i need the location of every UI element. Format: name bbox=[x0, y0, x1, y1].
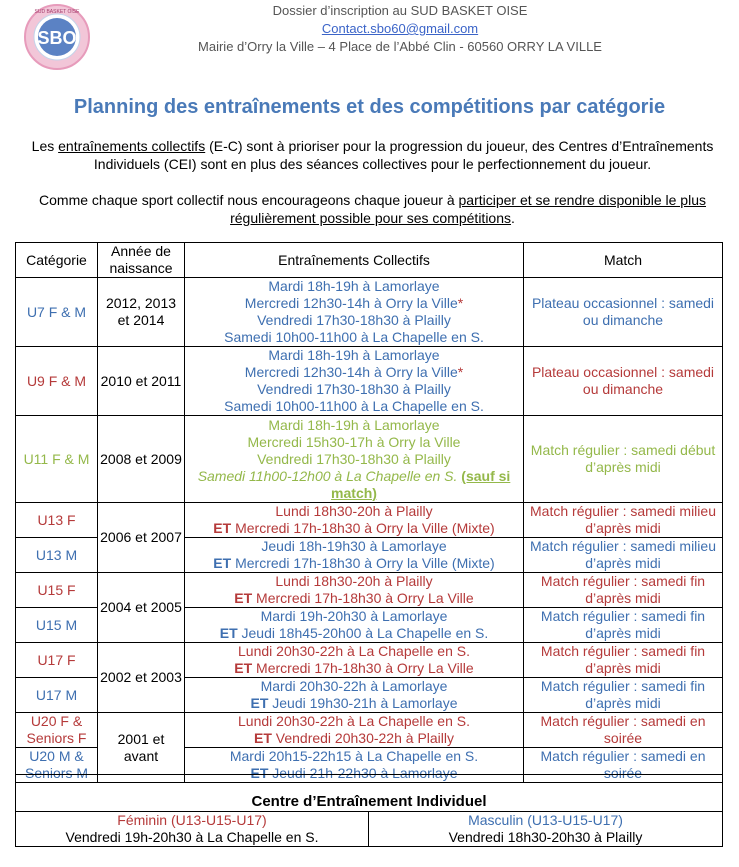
match-u13f: Match régulier : samedi milieu d’après midi bbox=[524, 503, 723, 538]
training-u15f: Lundi 18h30-20h à Plailly ET Mercredi 17h-18h30 à Orry La Ville bbox=[185, 573, 524, 608]
header-category: Catégorie bbox=[16, 243, 98, 278]
match-u7: Plateau occasionnel : samedi ou dimanche bbox=[524, 278, 723, 347]
category-u13f: U13 F bbox=[16, 503, 98, 538]
match-u13m: Match régulier : samedi milieu d’après midi bbox=[524, 538, 723, 573]
year-u20: 2001 et avant bbox=[98, 713, 185, 783]
header-birth-year: Année de naissance bbox=[98, 243, 185, 278]
cei-masculin-time: Vendredi 18h30-20h30 à Plailly bbox=[448, 829, 643, 845]
cei-feminin bbox=[16, 812, 369, 847]
club-logo bbox=[22, 2, 92, 72]
category-u20f: U20 F & Seniors F bbox=[16, 713, 98, 748]
logo-text: SBO bbox=[37, 28, 77, 48]
year-u11: 2008 et 2009 bbox=[98, 416, 185, 503]
training-u11: Mardi 18h-19h à Lamorlaye Mercredi 15h30-17h à Orry la Ville Vendredi 17h30-18h30 à Plailly Samedi 11h00-12h00 à La Chapelle en S. (sauf si match) bbox=[185, 416, 524, 503]
intro-paragraph-1: Les entraînements collectifs (E-C) sont à prioriser pour la progression du joueur, des Centres d’Entraînements Individuels (CEI) sont en plus des séances collectives pour le perfectionnement du joueur. bbox=[31, 138, 714, 172]
header-match: Match bbox=[524, 243, 723, 278]
year-u9: 2010 et 2011 bbox=[98, 347, 185, 416]
contact-email-link[interactable]: Contact.sbo60@gmail.com bbox=[321, 21, 479, 36]
training-u20f: Lundi 20h30-22h à La Chapelle en S. ET Vendredi 20h30-22h à Plailly bbox=[185, 713, 524, 748]
year-u17: 2002 et 2003 bbox=[98, 643, 185, 713]
year-u7: 2012, 2013 et 2014 bbox=[98, 278, 185, 347]
match-u15f: Match régulier : samedi fin d’après midi bbox=[524, 573, 723, 608]
address-line: Mairie d’Orry la Ville – 4 Place de l’Abbé Clin - 60560 ORRY LA VILLE bbox=[198, 39, 602, 54]
table-row-u15f bbox=[16, 573, 723, 608]
table-row-u17f bbox=[16, 643, 723, 678]
match-u15m: Match régulier : samedi fin d’après midi bbox=[524, 608, 723, 643]
category-u11: U11 F & M bbox=[16, 416, 98, 503]
page-title: Planning des entraînements et des compétitions par catégorie bbox=[73, 96, 666, 118]
training-u17f: Lundi 20h30-22h à La Chapelle en S. ET Mercredi 17h-18h30 à Orry La Ville bbox=[185, 643, 524, 678]
cei-masculin bbox=[369, 812, 723, 847]
cei-feminin-label: Féminin (U13-U15-U17) bbox=[117, 812, 267, 828]
match-u11: Match régulier : samedi début d’après midi bbox=[524, 416, 723, 503]
training-u13f: Lundi 18h30-20h à Plailly ET Mercredi 17h-18h30 à Orry la Ville (Mixte) bbox=[185, 503, 524, 538]
category-u17f: U17 F bbox=[16, 643, 98, 678]
table-row-u9 bbox=[16, 347, 723, 416]
cei-title: Centre d’Entraînement Individuel bbox=[16, 775, 723, 812]
category-u9: U9 F & M bbox=[16, 347, 98, 416]
training-u17m: Mardi 20h30-22h à Lamorlaye ET Jeudi 19h30-21h à Lamorlaye bbox=[185, 678, 524, 713]
category-u15f: U15 F bbox=[16, 573, 98, 608]
table-row-u7 bbox=[16, 278, 723, 347]
table-row-u20f bbox=[16, 713, 723, 748]
category-u15m: U15 M bbox=[16, 608, 98, 643]
table-header-row bbox=[16, 243, 723, 278]
intro-paragraph-2: Comme chaque sport collectif nous encourageons chaque joueur à participer et se rendre disponible le plus régulièrement possible pour ses compétitions. bbox=[39, 192, 706, 226]
year-u13: 2006 et 2007 bbox=[98, 503, 185, 573]
intro-underlined-participate: participer et se rendre disponible le plus régulièrement possible pour ses compétitions bbox=[230, 192, 706, 226]
match-u17f: Match régulier : samedi fin d’après midi bbox=[524, 643, 723, 678]
cei-feminin-time: Vendredi 19h-20h30 à La Chapelle en S. bbox=[65, 829, 319, 845]
cei-masculin-label: Masculin (U13-U15-U17) bbox=[468, 812, 623, 828]
match-u9: Plateau occasionnel : samedi ou dimanche bbox=[524, 347, 723, 416]
intro-underlined-ec: entraînements collectifs bbox=[58, 138, 206, 154]
training-u9: Mardi 18h-19h à Lamorlaye Mercredi 12h30-14h à Orry la Ville* Vendredi 17h30-18h30 à Plailly Samedi 10h00-11h00 à La Chapelle en S. bbox=[185, 347, 524, 416]
match-u17m: Match régulier : samedi fin d’après midi bbox=[524, 678, 723, 713]
match-u20f: Match régulier : samedi en soirée bbox=[524, 713, 723, 748]
table-row-u13f bbox=[16, 503, 723, 538]
dossier-line: Dossier d’inscription au SUD BASKET OISE bbox=[272, 3, 528, 18]
training-u13m: Jeudi 18h-19h30 à Lamorlaye ET Mercredi 17h-18h30 à Orry la Ville (Mixte) bbox=[185, 538, 524, 573]
cei-table bbox=[15, 774, 723, 847]
match-u20m: Match régulier : samedi en soirée bbox=[524, 748, 723, 783]
category-u7: U7 F & M bbox=[16, 278, 98, 347]
header-collective-training: Entraînements Collectifs bbox=[185, 243, 524, 278]
category-u20m: U20 M & Seniors M bbox=[16, 748, 98, 783]
training-u20m: Mardi 20h15-22h15 à La Chapelle en S. ET Jeudi 21h-22h30 à Lamorlaye bbox=[185, 748, 524, 783]
schedule-table bbox=[15, 242, 723, 783]
year-u15: 2004 et 2005 bbox=[98, 573, 185, 643]
table-row-u11 bbox=[16, 416, 723, 503]
training-u15m: Mardi 19h-20h30 à Lamorlaye ET Jeudi 18h45-20h00 à La Chapelle en S. bbox=[185, 608, 524, 643]
category-u13m: U13 M bbox=[16, 538, 98, 573]
training-u7: Mardi 18h-19h à Lamorlaye Mercredi 12h30-14h à Orry la Ville* Vendredi 17h30-18h30 à Plailly Samedi 10h00-11h00 à La Chapelle en S. bbox=[185, 278, 524, 347]
logo-ring-text: SUD BASKET OISE bbox=[34, 9, 80, 15]
category-u17m: U17 M bbox=[16, 678, 98, 713]
